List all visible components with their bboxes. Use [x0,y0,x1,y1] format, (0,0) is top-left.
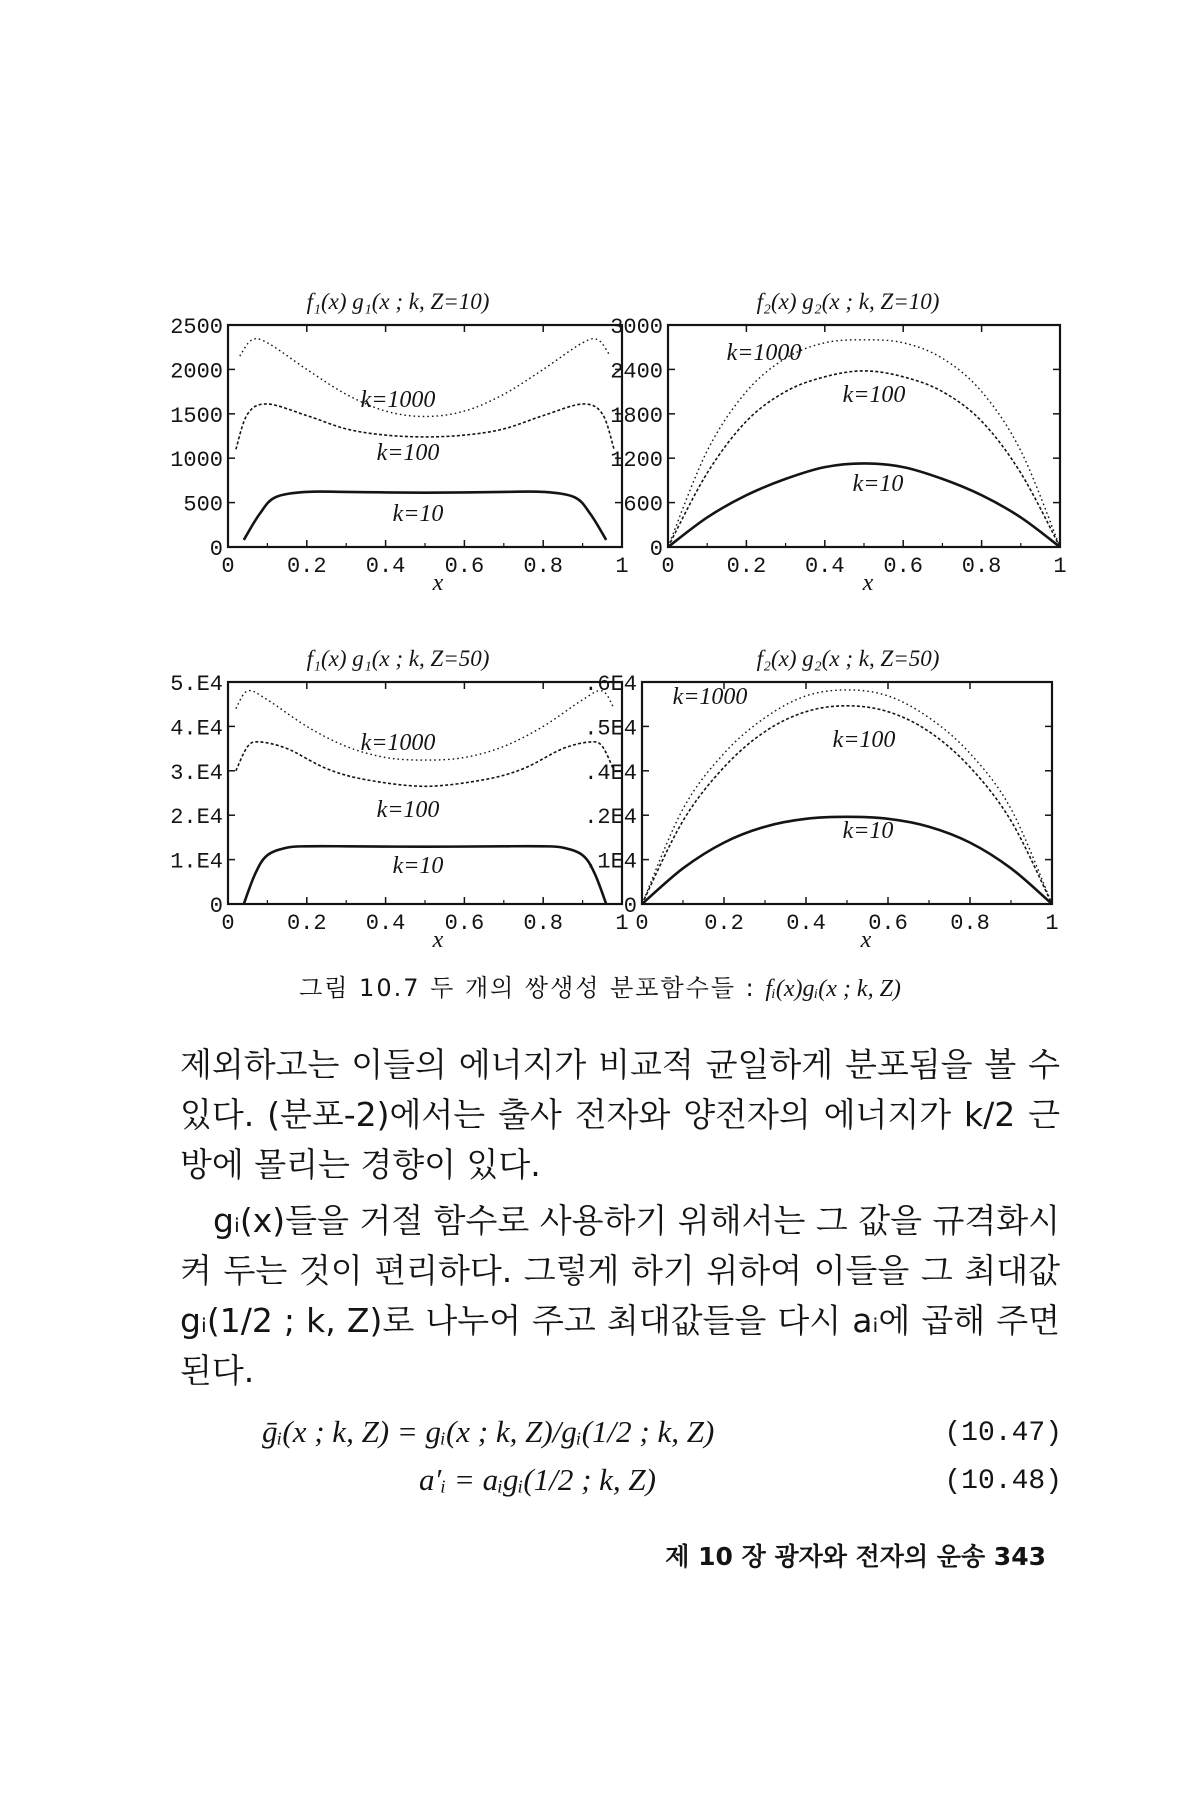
equation-10-47: ḡᵢ(x ; k, Z) = gᵢ(x ; k, Z)/gᵢ(1/2 ; k, Z) [262,1414,715,1449]
running-footer: 제 10 장 광자와 전자의 운송 343 [665,1542,1046,1571]
plot-frame [642,682,1052,904]
curve-label-k1000: k=1000 [726,340,802,366]
y-tick-label: 2500 [170,315,223,340]
x-tick-label: 0.2 [704,911,744,936]
curve-label-k1000: k=1000 [672,684,748,710]
chart-f1-z50 [160,640,630,953]
series-line-k1000 [668,340,1060,547]
x-tick-label: 0.8 [950,911,990,936]
y-tick-label: .1E4 [584,849,637,875]
y-tick-label: .4E4 [584,760,637,786]
y-tick-label: 1000 [170,448,223,474]
caption-math: fᵢ(x)gᵢ(x ; k, Z) [765,976,901,1002]
y-tick-label: 3000 [610,315,663,340]
x-axis-label: x [862,570,874,596]
curve-label-k10: k=10 [852,471,904,497]
curve-label-k100: k=100 [376,797,440,823]
chart-f2-z50 [584,640,1066,953]
curve-label-k10: k=10 [392,501,444,527]
curve-label-k100: k=100 [832,727,896,753]
y-tick-label: 5.E4 [170,672,223,697]
x-tick-label: 0.2 [286,911,327,936]
x-axis-label: x [860,927,872,953]
curve-label-k1000: k=1000 [360,387,436,413]
x-tick-label: 0.8 [961,554,1002,579]
y-tick-label: 1800 [610,403,663,429]
curve-label-k100: k=100 [376,440,440,466]
paragraph-1: 제외하고는 이들의 에너지가 비교적 균일하게 분포됨을 볼 수 있다. (분포-2)에서는 출사 전자와 양전자의 에너지가 k/2 근방에 몰리는 경향이 있다. [180,1045,1060,1184]
curve-label-k1000: k=1000 [360,730,436,756]
x-tick-label: 0.6 [883,554,924,579]
y-tick-label: 500 [183,492,223,518]
chart-f1-z10 [160,283,630,596]
series-line-k1000 [642,690,1052,904]
chart-f2-z10 [610,283,1067,596]
x-tick-label: 0.6 [868,911,908,936]
equation-number-10-48: (10.48) [944,1466,1062,1497]
curve-label-k100: k=100 [842,382,906,408]
y-tick-label: 1500 [170,403,223,429]
chart-title: f₁(x) g₁(x ; k, Z=50) [306,646,490,671]
equation-number-10-47: (10.47) [944,1418,1062,1449]
x-tick-label: 0 [635,911,649,936]
y-tick-label: 4.E4 [170,716,223,742]
y-tick-label: 600 [623,492,663,518]
x-axis-label: x [432,927,444,953]
x-tick-label: 1 [615,911,629,936]
y-tick-label: 3.E4 [170,760,223,786]
x-tick-label: 0 [221,911,235,936]
x-tick-label: 0.8 [523,554,564,579]
x-tick-label: 0.4 [786,911,826,936]
chart-title: f₁(x) g₁(x ; k, Z=10) [306,289,490,314]
x-tick-label: 0.6 [444,911,485,936]
x-tick-label: 0 [661,554,675,579]
caption-text: 그림 10.7 두 개의 쌍생성 분포함수들 : [299,974,766,1002]
y-tick-label: 0 [649,537,663,562]
x-tick-label: 0.4 [804,554,845,579]
curve-label-k10: k=10 [842,818,894,844]
y-tick-label: .5E4 [584,716,637,742]
y-tick-label: 1200 [610,448,663,474]
y-tick-label: .2E4 [584,805,637,831]
y-tick-label: 2400 [610,359,663,385]
x-tick-label: 0.8 [523,911,564,936]
x-tick-label: 1 [615,554,629,579]
y-tick-label: 0 [623,894,637,919]
y-tick-label: 0 [209,537,223,562]
x-tick-label: 0 [221,554,235,579]
x-tick-label: 0.4 [365,554,406,579]
x-tick-label: 1 [1053,554,1067,579]
curve-label-k10: k=10 [392,853,444,879]
y-tick-label: 1.E4 [170,849,223,875]
x-tick-label: 0.6 [444,554,485,579]
x-tick-label: 0.2 [726,554,767,579]
y-tick-label: 2000 [170,359,223,385]
figure-caption [0,968,1200,1003]
y-tick-label: 2.E4 [170,805,223,831]
x-tick-label: 0.2 [286,554,327,579]
y-tick-label: 0 [209,894,223,919]
paragraph-2: gᵢ(x)들을 거절 함수로 사용하기 위해서는 그 값을 규격화시켜 두는 것이 편리하다. 그렇게 하기 위하여 이들을 그 최대값 gᵢ(1/2 ; k, Z)로 나누어 주고 최대값들을 다시 aᵢ에 곱해 주면 된다. [180,1201,1060,1390]
chart-title: f₂(x) g₂(x ; k, Z=50) [756,646,940,671]
chart-title: f₂(x) g₂(x ; k, Z=10) [756,289,940,314]
x-axis-label: x [432,570,444,596]
x-tick-label: 1 [1045,911,1059,936]
equation-10-48: a′ᵢ = aᵢgᵢ(1/2 ; k, Z) [419,1462,656,1497]
y-tick-label: .6E4 [584,672,637,697]
x-tick-label: 0.4 [365,911,406,936]
